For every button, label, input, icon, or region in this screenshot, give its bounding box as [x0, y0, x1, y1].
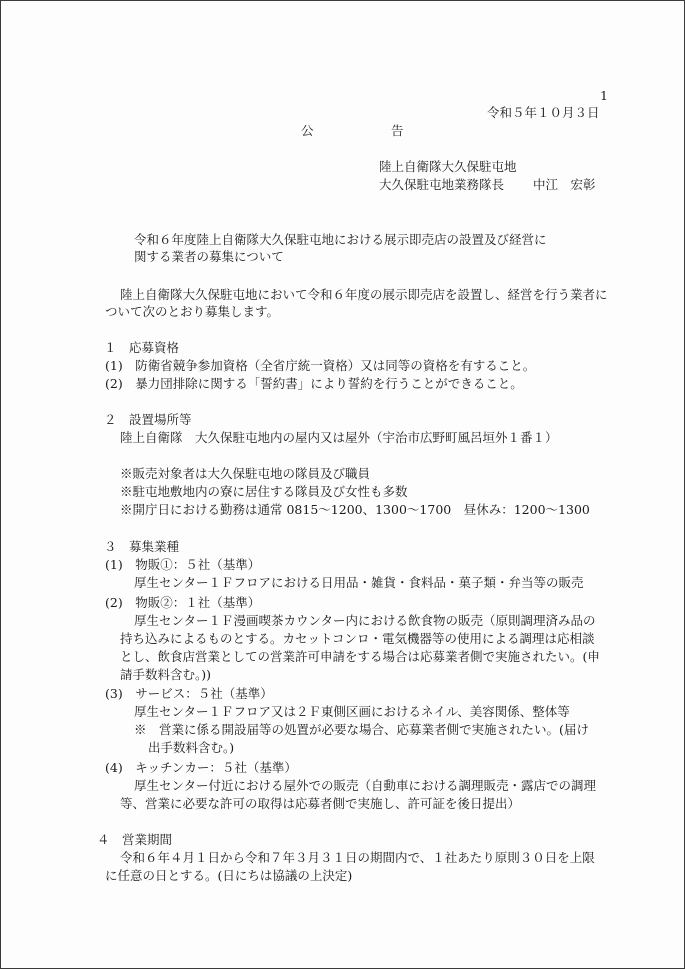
section2-note-3: ※開庁日における勤務は通常 0815～1200、1300～1700 昼休み：1200～1300 [120, 502, 590, 517]
section3-item-4-desc-1: 厚生センター付近における屋外での販売（自動車における調理販売・露店での調理 [134, 778, 597, 793]
section4-heading: ４ 営業期間 [97, 832, 173, 847]
section1-heading: １ 応募資格 [104, 340, 180, 355]
section3-item-1-title: (1) 物販①：５社（基準） [105, 557, 261, 572]
section2-note-1: ※販売対象者は大久保駐屯地の隊員及び職員 [120, 466, 371, 481]
section2-heading: ２ 設置場所等 [104, 412, 192, 427]
section3-item-2-desc-2: 持ち込みによるものとする。カセットコンロ・電気機器等の使用による調理は応相談 [120, 631, 595, 646]
section3-item-3-note-1: ※ 営業に係る開設届等の処置が必要な場合、応募業者側で実施されたい。(届け [134, 722, 589, 737]
intro-line-2: ついて次のとおり募集します。 [105, 304, 280, 319]
section3-item-4-title: (4) キッチンカー：５社（基準） [105, 760, 297, 775]
section3-item-2-desc-4: 請手数料含む。)) [120, 667, 212, 682]
issuer-position: 大久保駐屯地業務隊長 [379, 177, 505, 192]
issuer-organization: 陸上自衛隊大久保駐屯地 [379, 159, 517, 174]
section3-heading: ３ 募集業種 [104, 539, 180, 554]
section1-item-2: (2) 暴力団排除に関する「誓約書」により誓約を行うことができること。 [105, 376, 523, 391]
document-date: 令和５年１０月３日 [487, 105, 600, 120]
subject-line-1: 令和６年度陸上自衛隊大久保駐屯地における展示即売店の設置及び経営に [134, 232, 547, 247]
section3-item-3-note-2: 出手数料含む。) [148, 740, 235, 755]
issuer-name: 中江 宏彰 [533, 177, 596, 192]
section3-item-2-desc-1: 厚生センター１Ｆ漫画喫茶カウンター内における飲食物の販売（原則調理済み品の [134, 613, 596, 628]
section4-line-2: に任意の日とする。(日にちは協議の上決定) [105, 868, 353, 883]
notice-title-right: 告 [391, 123, 404, 138]
section1-item-1: (1) 防衛省競争参加資格（全省庁統一資格）又は同等の資格を有すること。 [105, 358, 536, 373]
section2-note-2: ※駐屯地敷地内の寮に居住する隊員及び女性も多数 [120, 484, 408, 499]
section4-line-1: 令和６年４月１日から令和７年３月３１日の期間内で、１社あたり原則３０日を上限 [120, 850, 595, 865]
intro-line-1: 陸上自衛隊大久保駐屯地において令和６年度の展示即売店を設置し、経営を行う業者に [120, 287, 608, 302]
section3-item-3-title: (3) サービス：５社（基準） [105, 686, 273, 701]
section2-location: 陸上自衛隊 大久保駐屯地内の屋内又は屋外（宇治市広野町風呂垣外１番１） [120, 430, 558, 445]
section3-item-3-desc: 厚生センター１Ｆフロア又は２Ｆ東側区画におけるネイル、美容関係、整体等 [134, 704, 570, 719]
page-number: 1 [600, 88, 608, 103]
section3-item-4-desc-2: 等、営業に必要な許可の取得は応募者側で実施し、許可証を後日提出） [120, 796, 521, 811]
section3-item-2-title: (2) 物販②：１社（基準） [105, 595, 261, 610]
subject-line-2: 関する業者の募集について [134, 249, 284, 264]
section3-item-2-desc-3: とし、飲食店営業としての営業許可申請をする場合は応募業者側で実施されたい。(申 [120, 649, 600, 664]
notice-title-left: 公 [301, 123, 314, 138]
section3-item-1-desc: 厚生センター１Ｆフロアにおける日用品・雑貨・食料品・菓子類・弁当等の販売 [134, 575, 584, 590]
